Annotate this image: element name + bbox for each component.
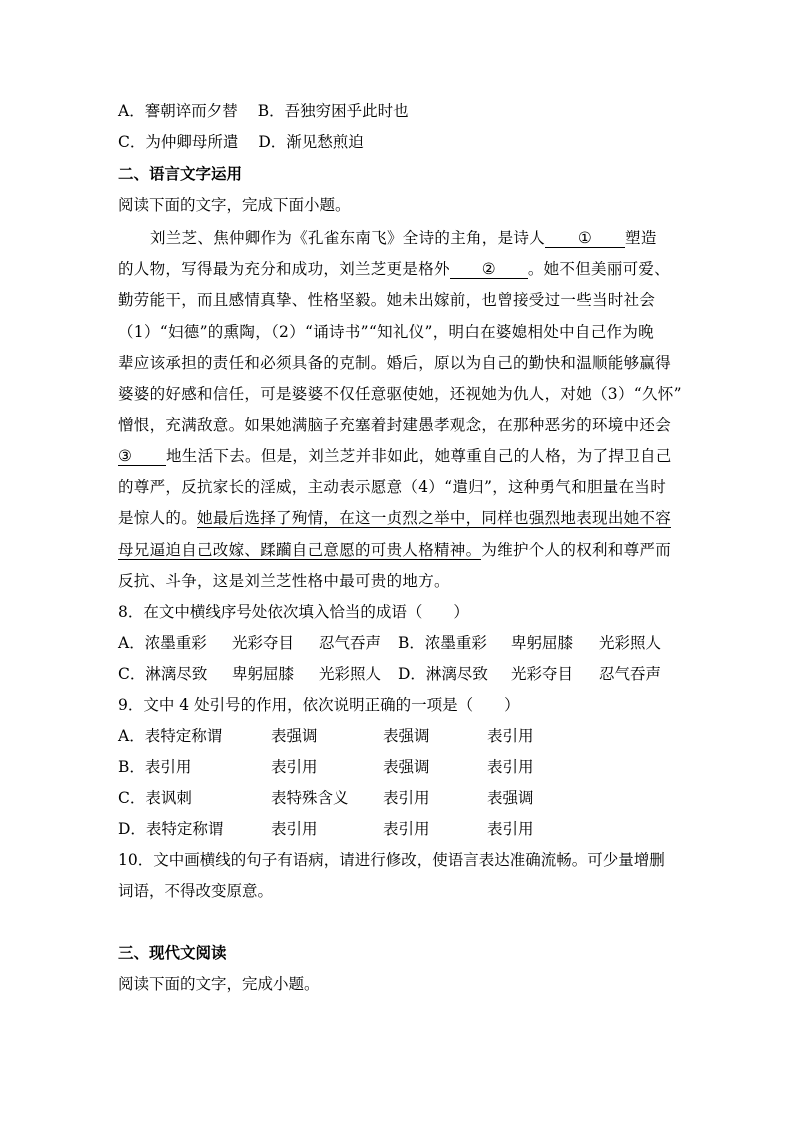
- passage-line: ③ 地生活下去。但是，刘兰芝并非如此，她尊重自己的人格，为了捍卫自己: [118, 447, 672, 465]
- option-d-3: 忍气吞声: [599, 665, 662, 683]
- option-c: C．表讽刺: [118, 789, 192, 807]
- option-c: C．淋漓尽致: [118, 665, 208, 683]
- passage-line: 憎恨，充满敌意。如果她满脑子充塞着封建愚孝观念，在那种恶劣的环境中还会: [118, 416, 672, 434]
- option-b-4: 表引用: [487, 758, 534, 776]
- option-b-3: 光彩照人: [599, 634, 662, 652]
- option-a-2: 光彩夺目: [232, 634, 295, 652]
- option-b: B．浓墨重彩: [398, 634, 487, 652]
- passage-line: 婆婆的好感和信任，可是婆婆不仅任意驱使她，还视她为仇人，对她（3）“久怀”: [118, 385, 682, 403]
- question-10-line2: 词语，不得改变原意。: [118, 882, 274, 900]
- question-8-stem: 8．在文中横线序号处依次填入恰当的成语（ ）: [118, 603, 469, 621]
- passage-line: 的人物，写得最为充分和成功，刘兰芝更是格外 ② 。她不但美丽可爱、: [118, 260, 671, 278]
- blank-1: ①: [545, 228, 625, 248]
- option-a-3: 忍气吞声: [319, 634, 382, 652]
- option-d: D．淋漓尽致: [398, 665, 488, 683]
- option-b-3: 表强调: [383, 758, 430, 776]
- underlined-sentence: 母兄逼迫自己改嫁、蹂躏自己意愿的可贵人格精神。: [118, 541, 482, 559]
- option-c-2: 表特殊含义: [271, 789, 349, 807]
- option-d: D．渐见愁煎迫: [258, 133, 364, 151]
- blank-3: ③: [118, 446, 166, 466]
- section-heading-modern-reading: 三、现代文阅读: [118, 943, 227, 962]
- option-d-2: 光彩夺目: [511, 665, 574, 683]
- option-d: D．表特定称谓: [118, 820, 224, 838]
- option-b-2: 卑躬屈膝: [511, 634, 574, 652]
- passage-line: 母兄逼迫自己改嫁、蹂躏自己意愿的可贵人格精神。为维护个人的权利和尊严而: [118, 541, 672, 559]
- option-d-2: 表引用: [271, 820, 318, 838]
- passage-line: 是惊人的。她最后选择了殉情，在这一贞烈之举中，同样也强烈地表现出她不容: [118, 509, 672, 527]
- passage-line: 辈应该承担的责任和必须具备的克制。婚后，原以为自己的勤快和温顺能够赢得: [118, 354, 672, 372]
- option-a-3: 表强调: [383, 727, 430, 745]
- option-c-4: 表强调: [487, 789, 534, 807]
- option-c: C．为仲卿母所遣: [118, 133, 239, 151]
- option-a: A．謇朝谇而夕替: [118, 102, 238, 120]
- option-c-2: 卑躬屈膝: [232, 665, 295, 683]
- option-b-2: 表引用: [271, 758, 318, 776]
- option-a-2: 表强调: [271, 727, 318, 745]
- option-c-3: 光彩照人: [319, 665, 382, 683]
- section-intro: 阅读下面的文字，完成下面小题。: [118, 196, 351, 214]
- option-b: B．表引用: [118, 758, 192, 776]
- prev-question-options-row1: [118, 101, 409, 121]
- option-a: A．表特定称谓: [118, 727, 223, 745]
- passage-line: 的尊严，反抗家长的淫威，主动表示愿意（4）“遣归”，这种勇气和胆量在当时: [118, 478, 667, 496]
- prev-question-options-row2: [118, 132, 364, 152]
- blank-2: ②: [450, 259, 528, 279]
- section-heading-language: 二、语言文字运用: [118, 164, 243, 183]
- option-d-4: 表引用: [487, 820, 534, 838]
- passage-line: 勤劳能干，而且感情真挚、性格坚毅。她未出嫁前，也曾接受过一些当时社会: [118, 291, 656, 309]
- option-a: A．浓墨重彩: [118, 634, 207, 652]
- option-b: B．吾独穷困乎此时也: [257, 102, 409, 120]
- option-a-4: 表引用: [487, 727, 534, 745]
- passage-line: 反抗、斗争，这是刘兰芝性格中最可贵的地方。: [118, 572, 450, 590]
- section-intro: 阅读下面的文字，完成小题。: [118, 975, 320, 993]
- option-c-3: 表引用: [383, 789, 430, 807]
- question-9-stem: 9．文中 4 处引号的作用，依次说明正确的一项是（ ）: [118, 696, 520, 714]
- passage-line: （1）“妇德”的熏陶，（2）“诵诗书”“知礼仪”，明白在婆媳相处中自己作为晚: [118, 323, 654, 341]
- question-10-line1: 10．文中画横线的句子有语病，请进行修改，使语言表达准确流畅。可少量增删: [118, 851, 665, 869]
- option-d-3: 表引用: [383, 820, 430, 838]
- underlined-sentence: 她最后选择了殉情，在这一贞烈之举中，同样也强烈地表现出她不容: [197, 509, 672, 527]
- passage-line: 刘兰芝、焦仲卿作为《孔雀东南飞》全诗的主角，是诗人 ① 塑造: [150, 229, 657, 247]
